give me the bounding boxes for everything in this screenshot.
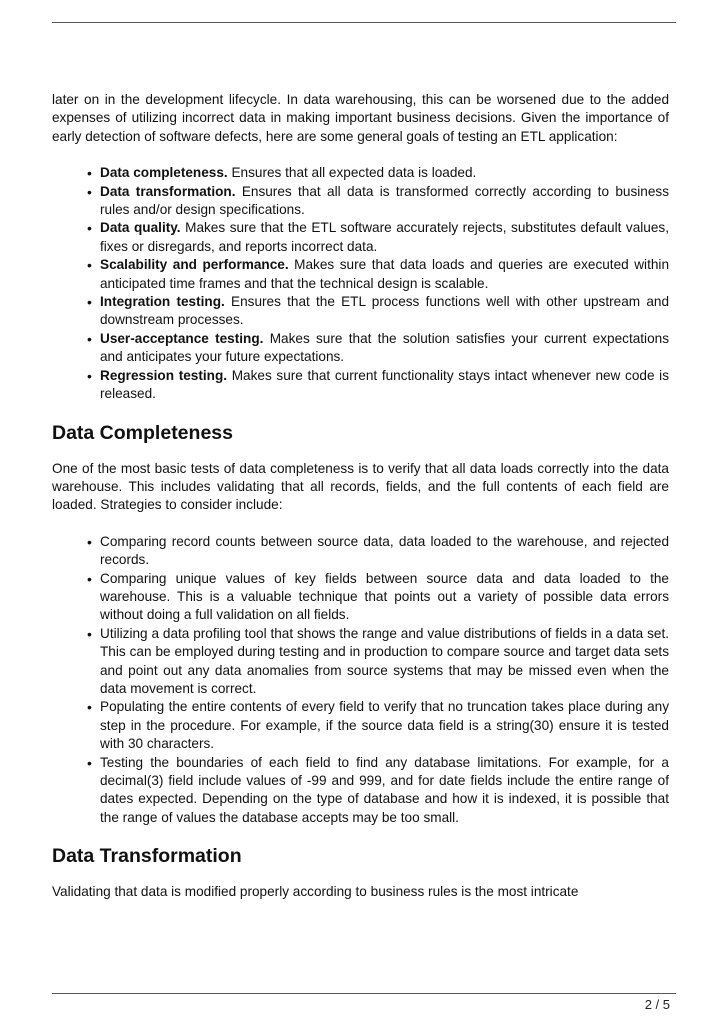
list-item	[100, 219, 669, 256]
list-item: • Populating the entire contents of every field to verify that no truncation takes place during any step in the procedure. For example, if the source data field is a string(30) ensure it is tested with 30 characters.	[100, 698, 669, 753]
goal-text: Makes sure that the ETL software accurately rejects, substitutes default values, fixes or disregards, and reports incorrect data.	[100, 220, 669, 254]
goal-text: Ensures that the ETL process functions well with other upstream and downstream processes.	[100, 294, 670, 328]
list-item	[100, 183, 669, 220]
goal-text: Makes sure that current functionality stays intact whenever new code is released.	[100, 367, 670, 402]
goal-text: Makes sure that the solution satisfies your current expectations and anticipates your future expectations.	[100, 330, 669, 365]
header-rule	[52, 22, 676, 23]
list-item	[100, 330, 669, 367]
transformation-paragraph: Validating that data is modified properly according to business rules is the most intricate	[52, 884, 579, 900]
completeness-paragraph: One of the most basic tests of data completeness is to verify that all data loads correctly into the data warehouse. This includes validating that all records, fields, and the full contents of each field are loaded. Strategies to consider include:	[52, 460, 669, 513]
section-heading-data-completeness: Data Completeness	[52, 421, 233, 444]
goal-text: Ensures that all expected data is loaded.	[227, 165, 477, 181]
section-heading-data-transformation: Data Transformation	[52, 845, 242, 868]
page-content	[52, 91, 669, 902]
goal-term: Regression testing.	[100, 367, 228, 383]
list-item: • Comparing unique values of key fields between source data and data loaded to the warehouse. This is a valuable technique that points out a variety of possible data errors without doing a full validation on all fields.	[100, 570, 669, 625]
list-item	[100, 164, 669, 182]
goal-term: Data quality.	[100, 220, 181, 236]
goal-text: Makes sure that data loads and queries are executed within anticipated time frames and that the technical design is scalable.	[100, 257, 669, 291]
goal-term: Data completeness.	[100, 165, 228, 181]
goal-text: Ensures that all data is transformed correctly according to business rules and/or design specifications.	[100, 183, 670, 218]
footer-rule	[52, 993, 676, 994]
goal-term: Integration testing.	[100, 294, 225, 310]
testing-goals-list	[52, 164, 669, 403]
list-item: • Comparing record counts between source data, data loaded to the warehouse, and rejected records.	[100, 533, 669, 570]
list-item	[100, 293, 669, 330]
list-item: • Testing the boundaries of each field to find any database limitations. For example, for a decimal(3) field include values of -99 and 999, and for date fields include the entire range of dates expected. Depending on the type of database and how it is indexed, it is possible that the range of values the database accepts may be too small.	[100, 754, 669, 828]
goal-term: Scalability and performance.	[100, 257, 289, 273]
list-item	[100, 256, 669, 293]
page-number: 2 / 5	[644, 997, 670, 1012]
list-item	[100, 367, 669, 404]
completeness-strategies-list	[52, 533, 669, 828]
goal-term: Data transformation.	[100, 183, 236, 199]
intro-paragraph: later on in the development lifecycle. In data warehousing, this can be worsened due to the added expenses of utilizing incorrect data in making important business decisions. Given the importance of early detection of software defects, here are some general goals of testing an ETL application:	[52, 92, 669, 144]
list-item: • Utilizing a data profiling tool that shows the range and value distributions of fields in a data set. This can be employed during testing and in production to compare source and target data sets and point out any data anomalies from source systems that may be missed even when the data movement is correct.	[100, 625, 669, 699]
goal-term: User-acceptance testing.	[100, 330, 264, 346]
